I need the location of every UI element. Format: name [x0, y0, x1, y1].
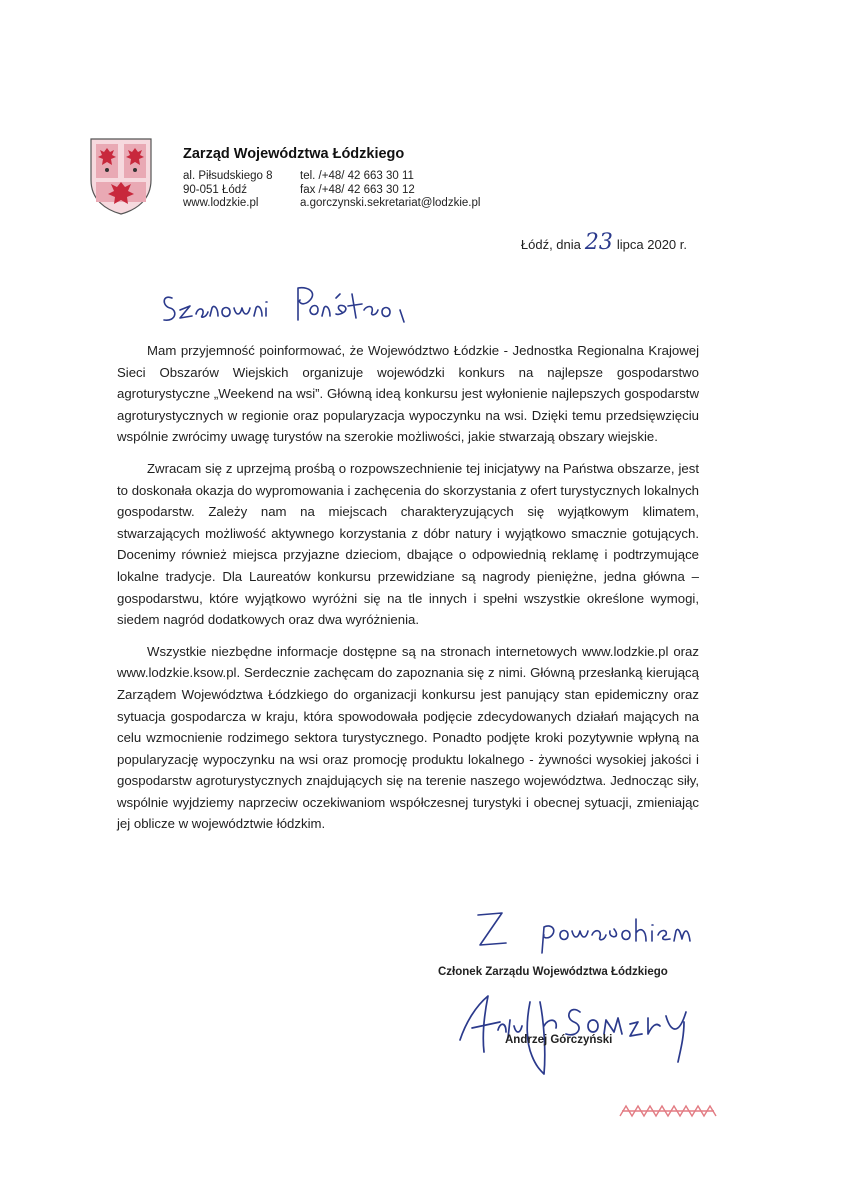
- contact-block: [300, 170, 480, 211]
- signature-handwritten: [448, 982, 698, 1077]
- closing-handwritten: [472, 905, 712, 960]
- coat-of-arms-logo: [88, 136, 154, 216]
- contact-fax: fax /+48/ 42 663 30 12: [300, 183, 415, 196]
- date-suffix: lipca 2020 r.: [616, 237, 687, 252]
- paragraph-3: Wszystkie niezbędne informacje dostępne są na stronach internetowych www.lodzkie.pl oraz www.lodzkie.ksow.pl. Serdecznie zachęcam do zapoznania się z nimi. Główną przesłanką kierującą Zarządem Województwa Łódzkiego do organizacji konkursu jest panujący stan epidemiczny oraz sytuacja gospodarcza w kraju, która spowodowała podjęcie zdecydowanych działań mających na celu wzmocnienie rodzimego sektora turystycznego. Ponadto podjęte kroki pozytywnie wpłyną na popularyzację wypoczynku na wsi oraz promocję produktu lokalnego - żywności wysokiej jakości i gospodarstw agroturystycznych znajdujących się na terenie naszego województwa. Jednocząc siły, wspólnie wyjdziemy naprzeciw oczekiwaniom współczesnej turystyki i obecnej sytuacji, zmieniając jej oblicze w województwie łódzkim.: [117, 643, 699, 832]
- date-prefix: Łódź, dnia: [520, 237, 581, 252]
- org-name: Zarząd Województwa Łódzkiego: [183, 146, 405, 162]
- date-line: [521, 230, 687, 255]
- letter-body: [117, 340, 699, 845]
- paragraph-2: Zwracam się z uprzejmą prośbą o rozpowszechnienie tej inicjatywy na Państwa obszarze, jest to doskonała okazja do wypromowania i zachęcenia do skorzystania z ofert turystycznych lokalnych gospodarstw. Zależy nam na miejscach charakteryzujących się wyjątkowym klimatem, stwarzających możliwość aktywnego korzystania z dóbr natury i wyjątkowo smacznie gotujących. Docenimy również miejsca przyjazne dzieciom, dbające o odpowiednią reklamę i podtrzymujące lokalne tradycje. Dla Laureatów konkursu przewidziane są nagrody pieniężne, jedna główna – gospodarstwu, które wyjątkowo wyróżni się na tle innych i spełni wszystkie określone wymogi, siedem nagród dodatkowych oraz dwa wyróżnienia.: [117, 460, 699, 628]
- address-block: [183, 170, 273, 211]
- date-day-handwritten: 23: [584, 230, 613, 255]
- stamp-mark: [618, 1104, 718, 1118]
- address-postal: 90-051 Łódź: [183, 183, 247, 196]
- signatory-name: Andrzej Górczyński: [505, 1034, 613, 1046]
- contact-email: a.gorczynski.sekretariat@lodzkie.pl: [300, 197, 481, 209]
- address-street: al. Piłsudskiego 8: [183, 170, 273, 182]
- contact-phone: tel. /+48/ 42 663 30 11: [300, 170, 414, 182]
- signatory-title: Członek Zarządu Województwa Łódzkiego: [438, 966, 668, 978]
- address-website: www.lodzkie.pl: [183, 197, 259, 209]
- salutation-handwritten: [160, 280, 460, 330]
- paragraph-1: Mam przyjemność poinformować, że Województwo Łódzkie - Jednostka Regionalna Krajowej Sieci Obszarów Wiejskich organizuje wojewódzki konkurs na najlepsze gospodarstwo agroturystyczne „Weekend na wsi”. Główną ideą konkursu jest wyłonienie najlepszych gospodarstw agroturystycznych w regionie oraz popularyzacja wypoczynku na wsi. Dzięki temu przedsięwzięciu wspólnie zwrócimy uwagę turystów na szerokie możliwości, jakie stwarzają obszary wiejskie.: [117, 343, 699, 445]
